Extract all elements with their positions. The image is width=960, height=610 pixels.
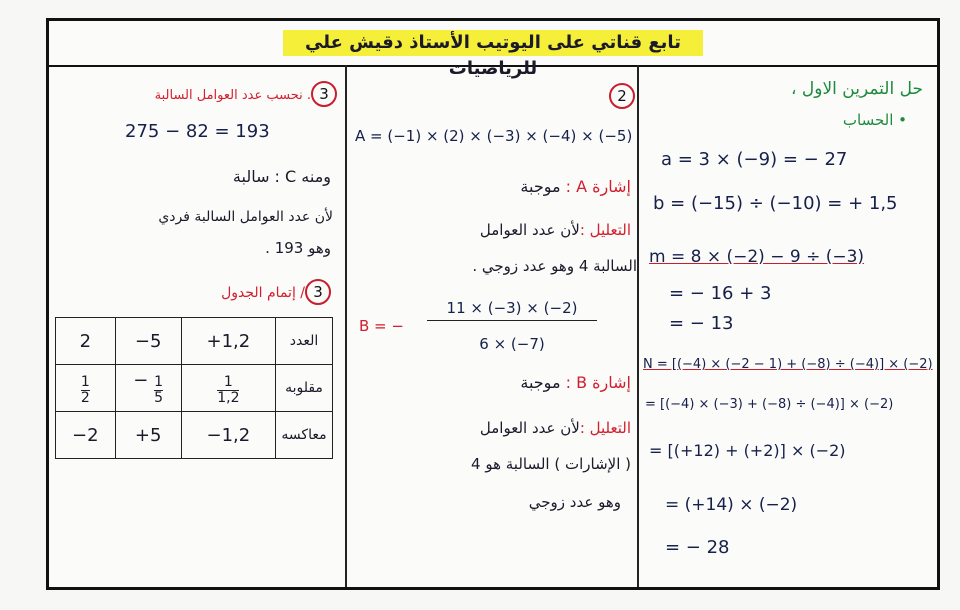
- line-A: A = (−1) × (2) × (−3) × (−4) × (−5): [355, 127, 633, 145]
- line-n5: = − 28: [665, 537, 730, 558]
- table-cell: $\frac{1}{1,2}$: [181, 365, 275, 412]
- justification-B-line3: وهو عدد زوجي: [528, 493, 621, 511]
- table-cell: +5: [115, 412, 181, 459]
- exercise1-subtitle: • الحساب: [842, 111, 907, 129]
- column-divider-left: [345, 65, 347, 587]
- worksheet: [46, 18, 940, 590]
- line-n1: N = [(−4) × (−2 − 1) + (−8) ÷ (−4)] × (−2): [643, 357, 933, 372]
- channel-banner: تابع قناتي على اليوتيب الأستاذ دقيش علي للرياضيات: [283, 30, 703, 56]
- values-table: [55, 317, 333, 459]
- B-numerator: 11 × (−3) × (−2): [427, 299, 597, 321]
- line-b: b = (−15) ÷ (−10) = + 1,5: [653, 193, 898, 214]
- sign-C: ومنه C : سالبة: [232, 167, 331, 186]
- line-n3: = [(+12) + (+2)] × (−2): [649, 441, 846, 460]
- justification-A-line1: التعليل :لأن عدد العوامل: [479, 221, 631, 239]
- B-denominator: 6 × (−7): [479, 335, 545, 353]
- line-n2: = [(−4) × (−3) + (−8) ÷ (−4)] × (−2): [645, 397, 894, 412]
- reason-line2: وهو 193 .: [265, 239, 331, 257]
- line-m1: m = 8 × (−2) − 9 ÷ (−3): [649, 247, 865, 267]
- line-m3: = − 13: [669, 313, 734, 334]
- header: [49, 21, 937, 79]
- table-cell: −5: [115, 318, 181, 365]
- row-label-inverse: مقلوبه: [276, 365, 333, 412]
- sign-A: إشارة A : موجبة: [520, 177, 631, 196]
- B-label: B = −: [359, 317, 404, 335]
- line-n4: = (+14) × (−2): [665, 495, 798, 515]
- line-m2: = − 16 + 3: [669, 283, 772, 304]
- exercise1-title: حل التمرين الاول ،: [791, 79, 923, 99]
- line-a: a = 3 × (−9) = − 27: [661, 149, 848, 170]
- table-cell: $\frac{1}{2}$: [56, 365, 116, 412]
- table-cell: 2: [56, 318, 116, 365]
- table-cell: +1,2: [181, 318, 275, 365]
- table-cell: − $\frac{1}{5}$: [115, 365, 181, 412]
- table-row: [56, 318, 333, 365]
- sign-B: إشارة B : موجبة: [520, 373, 631, 392]
- row-label-number: العدد: [276, 318, 333, 365]
- calc-negatives: 275 − 82 = 193: [125, 121, 270, 142]
- exercise2-number: 2: [609, 83, 635, 109]
- table-subtitle: 3/ إتمام الجدول: [221, 279, 331, 305]
- justification-B-line2: ( الإشارات ) السالبة هو 4: [471, 455, 631, 473]
- justification-A-line2: السالبة 4 وهو عدد زوجي .: [472, 257, 637, 275]
- table-cell: −2: [56, 412, 116, 459]
- row-label-opposite: معاكسه: [276, 412, 333, 459]
- exercise3-title: 3. نحسب عدد العوامل السالبة: [155, 81, 337, 107]
- table-row: [56, 365, 333, 412]
- column-divider-right: [637, 65, 639, 587]
- justification-B-line1: التعليل :لأن عدد العوامل: [479, 419, 631, 437]
- table-row: [56, 412, 333, 459]
- table-cell: −1,2: [181, 412, 275, 459]
- reason-line1: لأن عدد العوامل السالبة فردي: [158, 209, 333, 225]
